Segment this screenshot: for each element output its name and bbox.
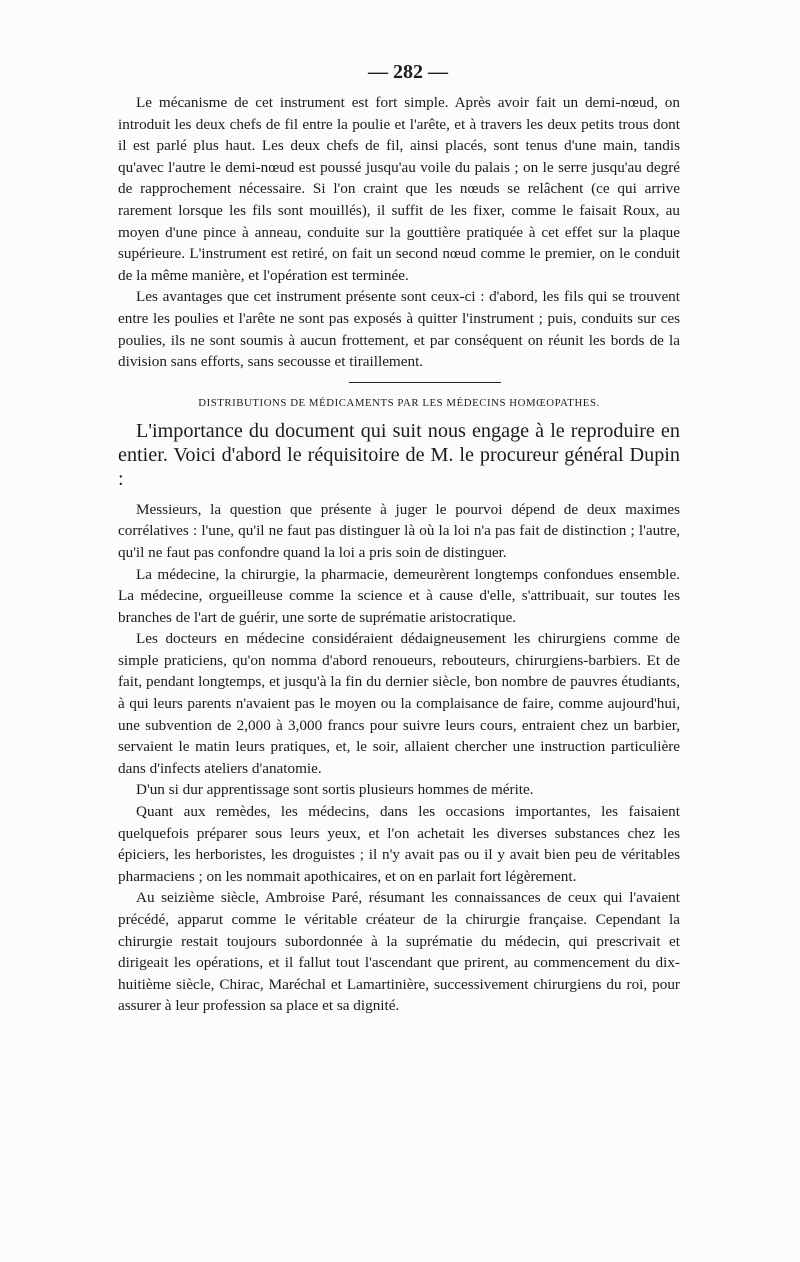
- body-paragraph: Les docteurs en médecine considéraient dédaigneusement les chirurgiens comme de simple praticiens, qu'on nomma d'abord renoueurs, rebouteurs, chirurgiens-barbiers. Et de fait, pendant longtemps, et jusqu'à la fin du dernier siècle, bon nombre de pauvres étudiants, à qui leurs parents n'avaient pas le moyen ou la complaisance de faire, comme aujourd'hui, une subvention de 2,000 à 3,000 francs pour suivre leurs cours, entraient chez un barbier, servaient le matin leurs pratiques, et, le soir, allaient chercher une instruction particulière dans d'infects ateliers d'anatomie.: [118, 630, 680, 777]
- section-heading: DISTRIBUTIONS DE MÉDICAMENTS PAR LES MÉDECINS HOMŒOPATHES.: [198, 396, 600, 409]
- body-paragraph: Messieurs, la question que présente à juger le pourvoi dépend de deux maximes corrélatives : l'une, qu'il ne faut pas distinguer là où la loi n'a pas fait de distinction ; l'autre, qu'il ne faut pas confondre quand la loi a pris soin de distinguer.: [118, 500, 680, 561]
- section-divider: [349, 382, 501, 383]
- body-paragraph: Quant aux remèdes, les médecins, dans les occasions importantes, les faisaient quelquefois préparer sous leurs yeux, et l'on achetait les diverses substances chez les épiciers, les herboristes, les droguistes ; il n'y avait pas ou il y avait bien peu de véritables pharmaciens ; on les nommait apothicaires, et on en parlait fort légèrement.: [118, 803, 680, 885]
- body-paragraph: Au seizième siècle, Ambroise Paré, résumant les connaissances de ceux qui l'avaient précédé, apparut comme le véritable créateur de la chirurgie française. Cependant la chirurgie restait toujours subordonnée à la suprématie du médecin, qui prescrivait et dirigeait les opérations, et il fallut tout l'ascendant que prirent, au commencement du dix-huitième siècle, Chirac, Maréchal et Lamartinière, successivement chirurgiens du roi, pour assurer à leur profession sa place et sa dignité.: [118, 889, 680, 1015]
- page-number: — 282 —: [368, 61, 448, 83]
- book-page: [118, 52, 680, 1017]
- body-paragraph: Le mécanisme de cet instrument est fort simple. Après avoir fait un demi-nœud, on introduit les deux chefs de fil entre la poulie et l'arête, et à travers les deux petits trous dont il est parlé plus haut. Les deux chefs de fil, ainsi placés, sont tenus d'une main, tandis qu'avec l'autre le demi-nœud est poussé jusqu'au voile du palais ; on le serre jusqu'au degré de rapprochement nécessaire. Si l'on craint que les nœuds se relâchent (ce qui arrive rarement lorsque les fils sont mouillés), il suffit de les fixer, comme le faisait Roux, au moyen d'une pince à anneau, conduite sur la gouttière pratiquée à cet effet sur la plaque supérieure. L'instrument est retiré, on fait un second nœud comme le premier, on le conduit de la même manière, et l'opération est terminée.: [118, 94, 680, 284]
- body-paragraph: Les avantages que cet instrument présente sont ceux-ci : d'abord, les fils qui se trouvent entre les poulies et l'arête ne sont pas exposés à quitter l'instrument ; puis, conduits sur ces poulies, ils ne sont soumis à aucun frottement, et par conséquent on réunit les bords de la division sans efforts, sans secousse et tiraillement.: [118, 288, 680, 371]
- body-paragraph: D'un si dur apprentissage sont sortis plusieurs hommes de mérite.: [136, 781, 534, 799]
- body-paragraph: La médecine, la chirurgie, la pharmacie, demeurèrent longtemps confondues ensemble. La médecine, orgueilleuse comme la science et à cause d'elle, s'attribuait, sur toutes les branches de l'art de guérir, une sorte de suprématie aristocratique.: [118, 565, 680, 626]
- section-intro: L'importance du document qui suit nous engage à le reproduire en entier. Voici d'abord le réquisitoire de M. le procureur général Dupin :: [118, 419, 680, 490]
